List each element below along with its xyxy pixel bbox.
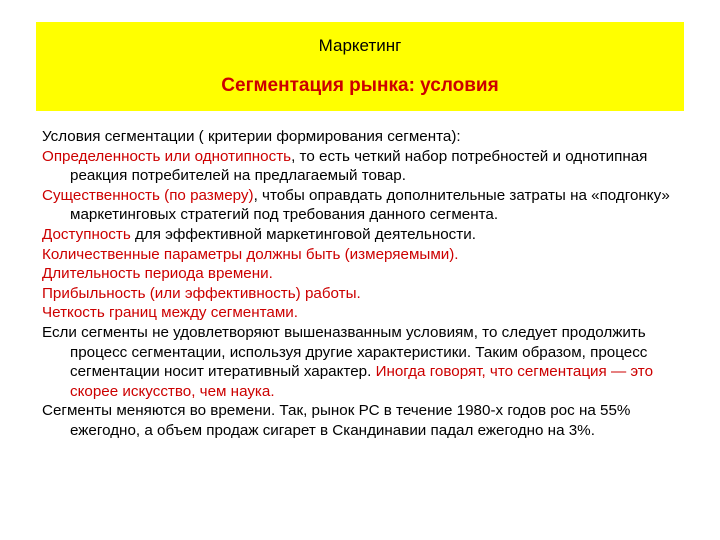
slide-body <box>42 127 682 441</box>
criterion-term: Существенность (по размеру) <box>42 186 254 204</box>
criterion-text: , чтобы оправдать дополнительные затраты на «подгонку» маркетинговых стратегий под требования данного сегмента. <box>70 186 670 224</box>
criterion-term: Доступность <box>42 225 131 243</box>
slide-title: Маркетинг <box>318 36 402 55</box>
criterion-boundaries: Четкость границ между сегментами. <box>42 304 298 322</box>
criterion-profitability: Прибыльность (или эффективность) работы. <box>42 284 361 302</box>
iteration-paragraph <box>42 323 682 401</box>
criterion-duration: Длительность периода времени. <box>42 265 273 283</box>
criterion-definiteness <box>42 147 682 186</box>
criterion-term: Определенность или однотипность <box>42 147 292 165</box>
criterion-accessibility <box>42 225 682 245</box>
criterion-measurability: Количественные параметры должны быть (измеряемыми). <box>42 245 459 263</box>
intro-paragraph: Условия сегментации ( критерии формирования сегмента): <box>42 128 461 145</box>
criterion-text: , то есть четкий набор потребностей и однотипная реакция потребителей на предлагаемый товар. <box>70 147 648 185</box>
title-banner <box>36 22 684 111</box>
art-quote: Иногда говорят, что сегментация — это скорее искусство, чем наука. <box>70 363 654 400</box>
segments-change-paragraph: Сегменты меняются во времени. Так, рынок РС в течение 1980-х годов рос на 55% ежегодно, а объем продаж сигарет в Скандинавии падал ежегодно на 3%. <box>42 402 631 439</box>
slide-subtitle: Сегментация рынка: условия <box>221 75 499 96</box>
criterion-text: для эффективной маркетинговой деятельности. <box>130 225 476 243</box>
criterion-substantiality <box>42 186 682 225</box>
iteration-text: Если сегменты не удовлетворяют вышеназванным условиям, то следует продолжить процесс сегментации, используя другие характеристики. Таким образом, процесс сегментации носит итеративный характер. <box>42 323 648 381</box>
